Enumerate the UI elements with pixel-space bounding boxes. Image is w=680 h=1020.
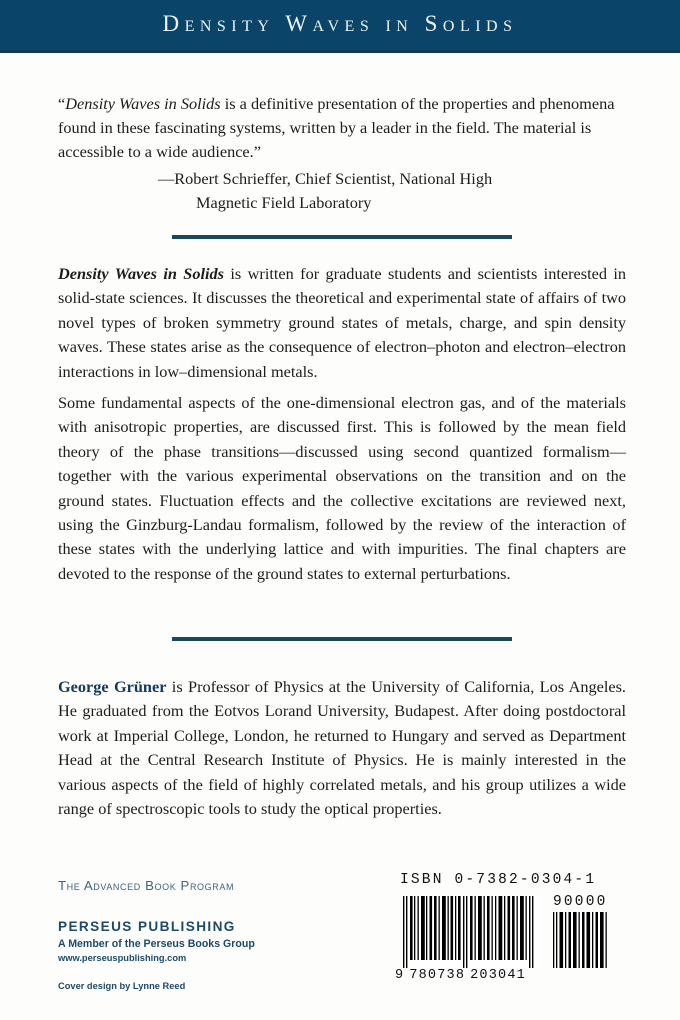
author-bio-section [58, 675, 626, 821]
author-bio-paragraph [58, 675, 626, 821]
imprint-name: The Advanced Book Program [58, 878, 235, 893]
divider-rule-bottom [172, 637, 512, 641]
description-paragraph-1 [58, 262, 626, 384]
quote-open-mark: “ [58, 94, 66, 113]
barcode-addon-value: 90000 [553, 894, 608, 910]
ean-right-group: 203041 [470, 968, 526, 983]
ean-digits [395, 968, 526, 983]
publisher-group: A Member of the Perseus Books Group [58, 938, 255, 950]
description-section [58, 262, 626, 593]
ean13-barcode-bars [402, 896, 540, 968]
publisher-website[interactable]: www.perseuspublishing.com [58, 953, 187, 963]
description-paragraph-1-text: is written for graduate students and scientists interested in solid-state sciences. It discusses the theoretical and experimental state of affairs of two novel types of broken symmetry ground states of metals, charge, and spin density waves. These states arise as the consequence of electron–photon and electron–electron interactions in low–dimensional metals. [58, 264, 627, 381]
cover-design-credit: Cover design by Lynne Reed [58, 981, 186, 991]
barcode-addon-bars [552, 912, 608, 968]
isbn-text: ISBN 0-7382-0304-1 [400, 872, 597, 888]
ean-first-digit: 9 [395, 968, 405, 983]
author-bio-text: is Professor of Physics at the University of California, Los Angeles. He graduated from the Eotvos Lorand University, Budapest. After doing postdoctoral work at Imperial College, London, he returned to Hungary and served as Department Head at the Central Research Institute of Physics. He is mainly interested in the various aspects of the field of highly correlated metals, and his group utilizes a wide range of spectroscopic tools to study the optical properties. [58, 677, 626, 819]
author-name: George Grüner [58, 677, 167, 696]
publisher-name: PERSEUS PUBLISHING [58, 919, 236, 934]
description-paragraph-2: Some fundamental aspects of the one-dimensional electron gas, and of the materials with anisotropic properties, are discussed first. This is followed by the mean field theory of the phase transitions—discussed using second quantized formalism—together with the various experimental observations on the transition and on the ground states. Fluctuation effects and the collective excitations are reviewed next, using the Ginzburg-Landau formalism, followed by the review of the interaction of these states with the underlying lattice and with impurities. The final chapters are devoted to the response of the ground states to external perturbations. [58, 393, 626, 583]
barcode-section [390, 872, 640, 1007]
quote-body-text: is a definitive presentation of the properties and phenomena found in these fascinating systems, written by a leader in the field. The material is accessible to a wide audience.” [58, 94, 615, 162]
divider-rule-top [172, 235, 512, 239]
description-book-title: Density Waves in Solids [58, 264, 225, 283]
ean-left-group: 780738 [409, 968, 466, 983]
publisher-section [58, 878, 358, 991]
quote-book-title: Density Waves in Solids [65, 94, 221, 113]
attribution-line-2: Magnetic Field Laboratory [196, 192, 372, 212]
review-quote [58, 92, 628, 215]
page-title: Density Waves in Solids [162, 11, 518, 36]
attribution-line-1: —Robert Schrieffer, Chief Scientist, National High [158, 168, 493, 188]
quote-attribution [58, 167, 628, 215]
